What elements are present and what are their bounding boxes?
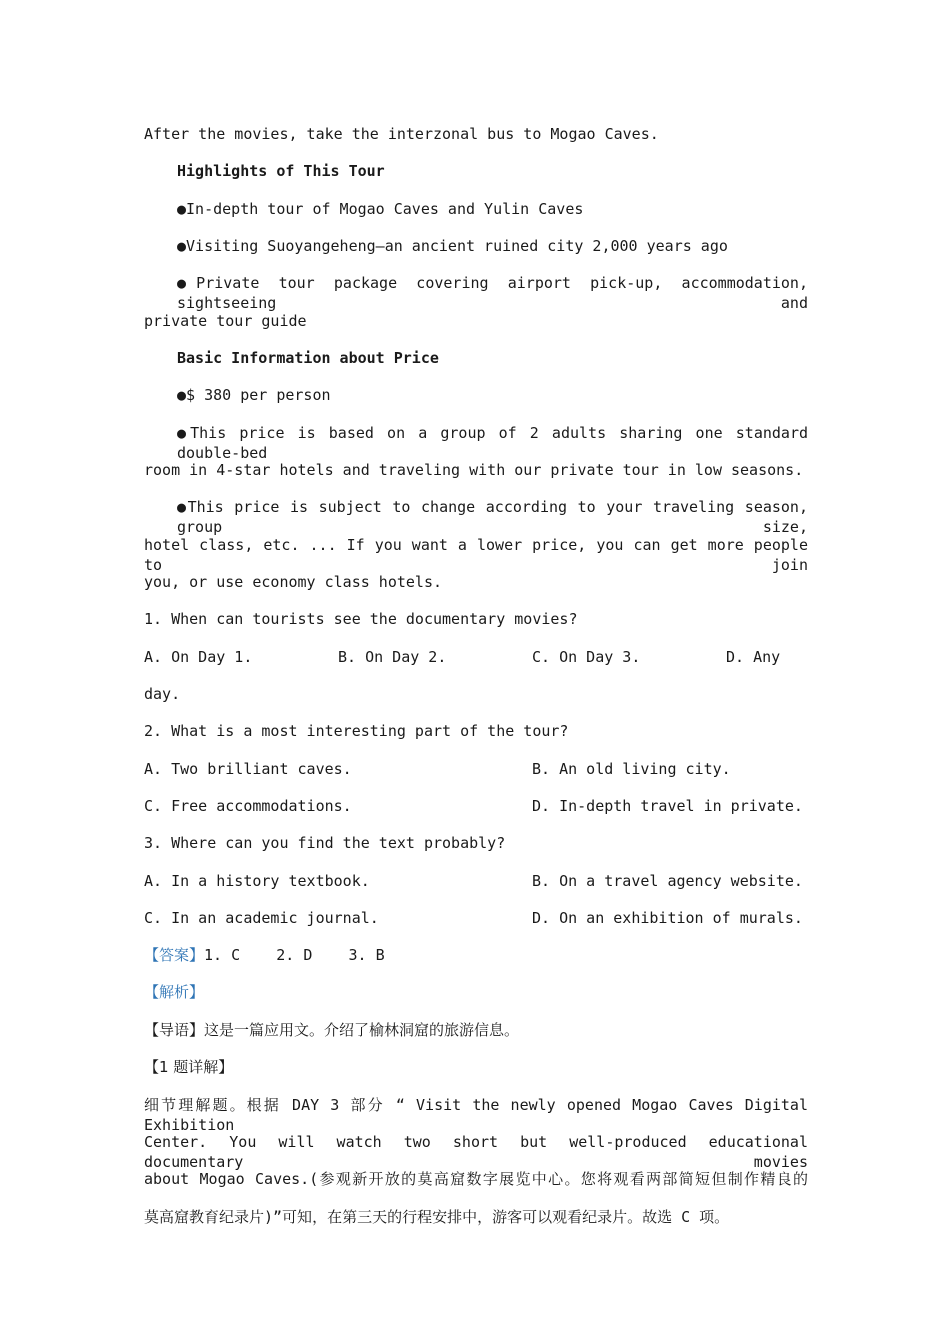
- question-1-option-d-continued: day.: [144, 685, 181, 703]
- price-item: ●This price is subject to change according to your traveling season, group size,: [177, 498, 808, 536]
- price-item: ●This price is based on a group of 2 adults sharing one standard double-bed: [177, 424, 808, 462]
- detail-line: 细节理解题。根据 DAY 3 部分 “ Visit the newly opened Mogao Caves Digital Exhibition: [144, 1096, 808, 1134]
- question-1-option-b: B. On Day 2.: [338, 648, 447, 666]
- price-heading: Basic Information about Price: [177, 349, 439, 367]
- question-2-option-d: D. In-depth travel in private.: [532, 797, 803, 815]
- detail-heading: 【1 题详解】: [144, 1058, 234, 1076]
- highlight-item-continued: private tour guide: [144, 312, 307, 330]
- question-2-option-c: C. Free accommodations.: [144, 797, 352, 815]
- question-1-option-d: D. Any: [726, 648, 781, 666]
- intro-line: After the movies, take the interzonal bus to Mogao Caves.: [144, 125, 659, 143]
- question-3-option-c: C. In an academic journal.: [144, 909, 379, 927]
- price-item-continued: room in 4-star hotels and traveling with our private tour in low seasons.: [144, 461, 804, 479]
- question-3-stem: 3. Where can you find the text probably?: [144, 834, 506, 852]
- question-2-option-b: B. An old living city.: [532, 760, 731, 778]
- price-item-continued: you, or use economy class hotels.: [144, 573, 443, 591]
- detail-line: Center. You will watch two short but well-produced educational documentary movies: [144, 1133, 808, 1171]
- question-2-stem: 2. What is a most interesting part of the tour?: [144, 722, 569, 740]
- detail-line: about Mogao Caves.(参观新开放的莫高窟数字展览中心。您将观看两部简短但制作精良的: [144, 1170, 808, 1188]
- question-3-option-d: D. On an exhibition of murals.: [532, 909, 803, 927]
- question-3-option-a: A. In a history textbook.: [144, 872, 370, 890]
- answer-label: 【答案】: [144, 946, 205, 964]
- highlights-heading: Highlights of This Tour: [177, 162, 385, 180]
- question-1-stem: 1. When can tourists see the documentary movies?: [144, 610, 578, 628]
- price-item: ●$ 380 per person: [177, 386, 331, 404]
- answer-line: [144, 945, 808, 965]
- question-1-option-c: C. On Day 3.: [532, 648, 641, 666]
- question-1-option-a: A. On Day 1.: [144, 648, 253, 666]
- question-2-option-a: A. Two brilliant caves.: [144, 760, 352, 778]
- analysis-label: 【解析】: [144, 983, 205, 1001]
- highlight-item: ●Visiting Suoyangeheng—an ancient ruined city 2,000 years ago: [177, 237, 728, 255]
- guide-text: 【导语】这是一篇应用文。介绍了榆林洞窟的旅游信息。: [144, 1021, 520, 1039]
- question-3-option-b: B. On a travel agency website.: [532, 872, 803, 890]
- detail-line: 莫高窟教育纪录片)”可知，在第三天的行程安排中，游客可以观看纪录片。故选 C 项。: [144, 1208, 730, 1226]
- price-item-continued: hotel class, etc. ... If you want a lower price, you can get more people to join: [144, 536, 808, 574]
- highlight-item: ●Private tour package covering airport pick-up, accommodation, sightseeing and: [177, 274, 808, 312]
- highlight-item: ●In-depth tour of Mogao Caves and Yulin Caves: [177, 200, 584, 218]
- answer-text: 1. C 2. D 3. B: [204, 946, 385, 964]
